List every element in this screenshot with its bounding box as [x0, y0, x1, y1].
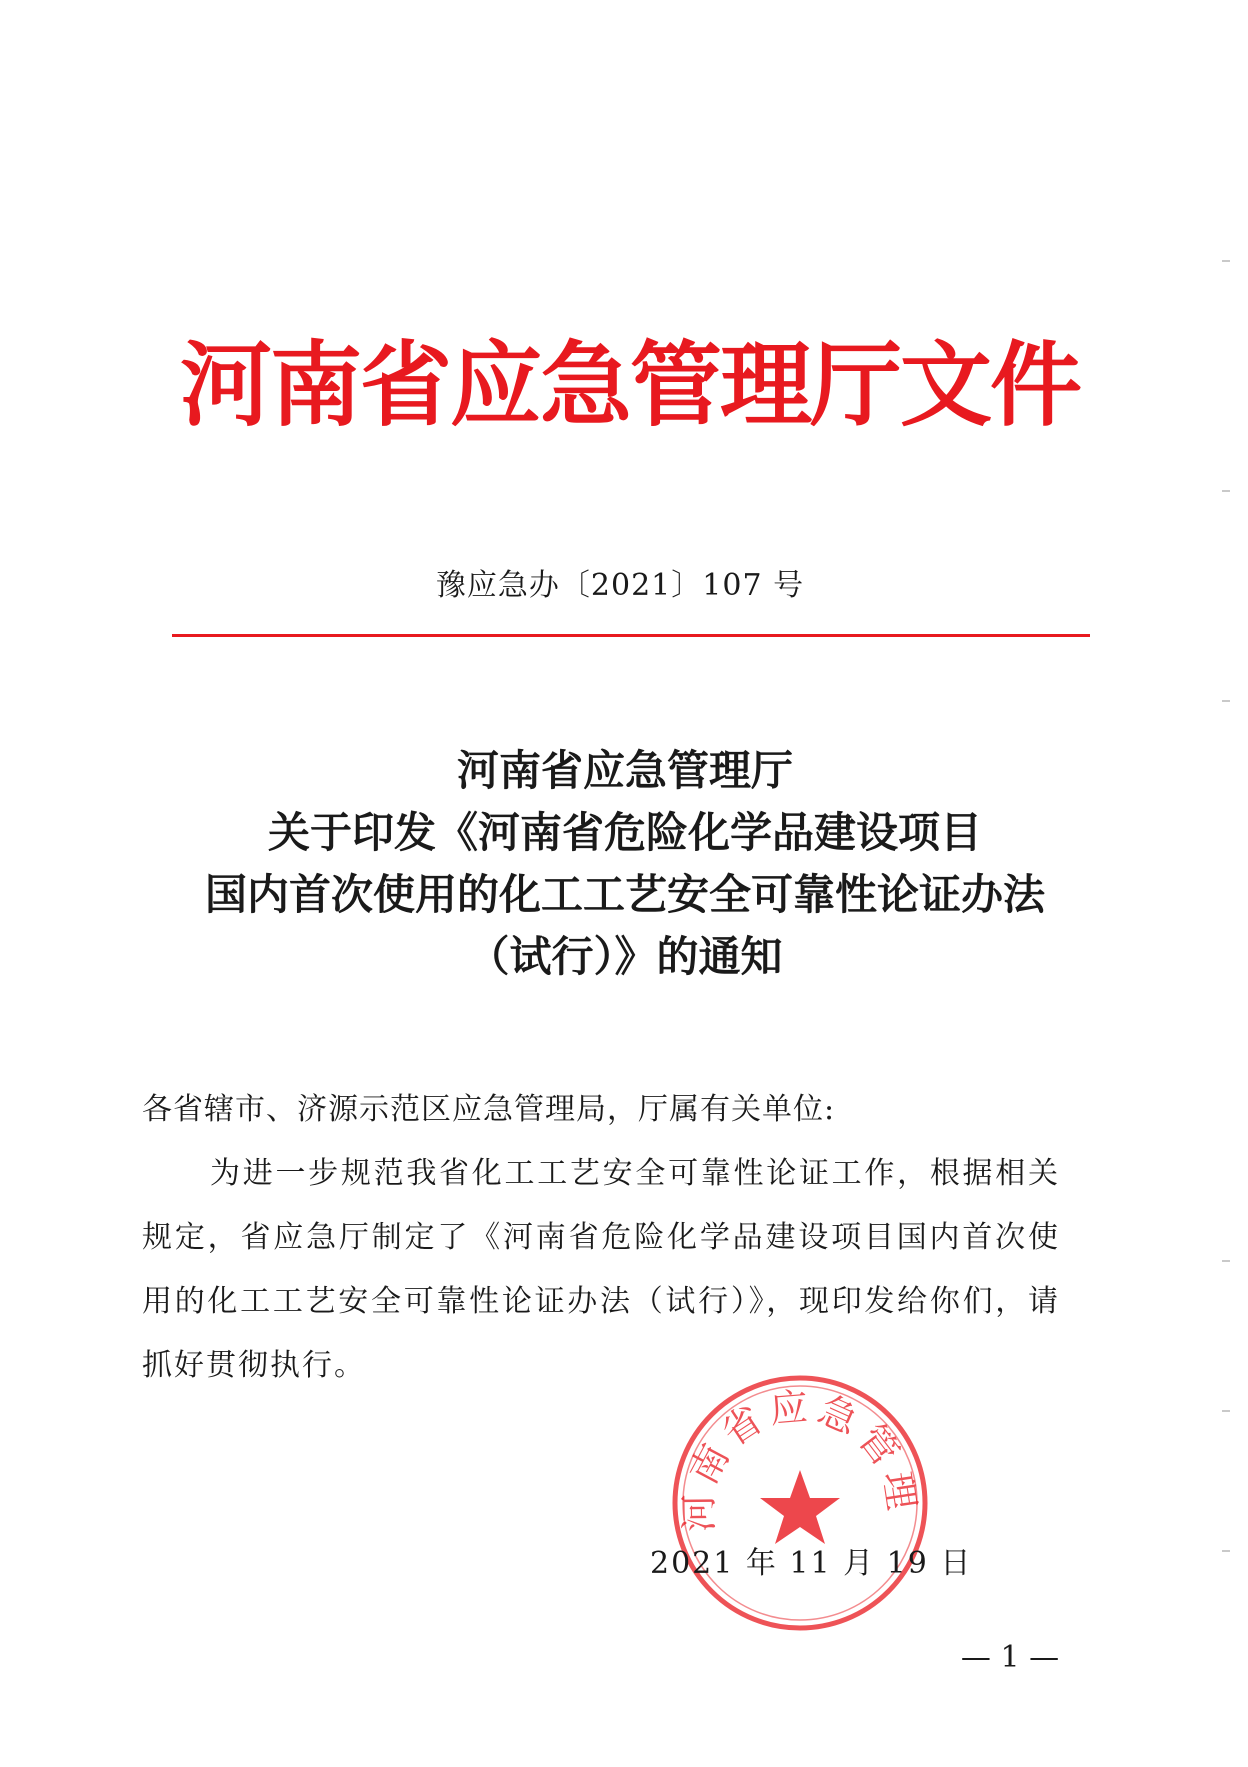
document-header-title: 河南省应急管理厅文件: [179, 331, 1080, 439]
notice-title-line: 河南省应急管理厅: [456, 746, 793, 795]
red-divider-line: [172, 634, 1090, 637]
issue-date: 2021 年 11 月 19 日: [650, 1546, 973, 1581]
body-paragraph: 为进一步规范我省化工工艺安全可靠性论证工作，根据相关规定，省应急厅制定了《河南省危险化学品建设项目国内首次使用的化工工艺安全可靠性论证办法（试行）》，现印发给你们，请抓好贯彻执行。: [142, 1156, 1060, 1383]
seal-text-path: 河南省应急管理: [676, 1384, 925, 1533]
document-number: 豫应急办〔2021〕107 号: [435, 568, 805, 603]
scan-margin-mark: [1222, 1260, 1230, 1262]
official-seal: [665, 1368, 935, 1638]
notice-title: [110, 740, 1140, 988]
page-number: — 1 —: [960, 1640, 1060, 1675]
notice-title-line: 关于印发《河南省危险化学品建设项目: [267, 808, 982, 857]
notice-title-line: 国内首次使用的化工工艺安全可靠性论证办法: [204, 870, 1045, 919]
scan-margin-mark: [1222, 1550, 1230, 1552]
star-icon: [760, 1470, 840, 1544]
addressee-line: 各省辖市、济源示范区应急管理局，厅属有关单位:: [142, 1092, 836, 1127]
scan-margin-mark: [1222, 490, 1230, 492]
scan-margin-mark: [1222, 1410, 1230, 1412]
scan-margin-mark: [1222, 700, 1230, 702]
scan-margin-mark: [1222, 260, 1230, 262]
seal-graphic: [665, 1368, 935, 1638]
notice-title-line: （试行）》的通知: [467, 932, 783, 981]
